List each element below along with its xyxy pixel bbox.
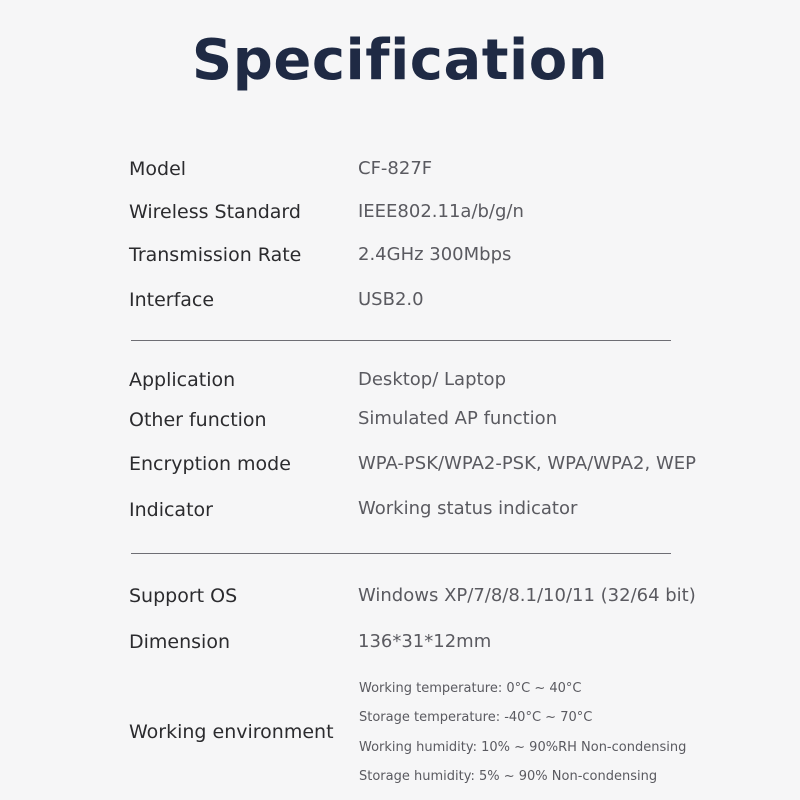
spec-label-application: Application — [129, 369, 236, 391]
spec-value-wireless-standard: IEEE802.11a/b/g/n — [358, 201, 524, 222]
env-line-working-temperature: Working temperature: 0°C ~ 40°C — [359, 681, 582, 696]
spec-label-working-environment: Working environment — [129, 721, 334, 743]
spec-value-model: CF-827F — [358, 158, 433, 179]
spec-value-dimension: 136*31*12mm — [358, 631, 492, 652]
spec-label-transmission-rate: Transmission Rate — [129, 244, 302, 266]
section-divider — [131, 553, 671, 554]
spec-label-support-os: Support OS — [129, 585, 238, 607]
spec-label-other-function: Other function — [129, 409, 267, 431]
spec-value-support-os: Windows XP/7/8/8.1/10/11 (32/64 bit) — [358, 585, 696, 606]
spec-label-indicator: Indicator — [129, 499, 213, 521]
spec-label-interface: Interface — [129, 289, 215, 311]
env-line-storage-temperature: Storage temperature: -40°C ~ 70°C — [359, 710, 593, 725]
env-line-storage-humidity: Storage humidity: 5% ~ 90% Non-condensing — [359, 769, 658, 784]
spec-label-encryption-mode: Encryption mode — [129, 453, 291, 475]
spec-value-other-function: Simulated AP function — [358, 408, 558, 429]
page-title: Specification — [191, 28, 609, 93]
spec-value-indicator: Working status indicator — [358, 498, 578, 519]
spec-value-transmission-rate: 2.4GHz 300Mbps — [358, 244, 512, 265]
spec-label-dimension: Dimension — [129, 631, 230, 653]
env-line-working-humidity: Working humidity: 10% ~ 90%RH Non-condensing — [359, 740, 687, 755]
spec-value-application: Desktop/ Laptop — [358, 369, 506, 390]
section-divider — [131, 340, 671, 341]
spec-label-wireless-standard: Wireless Standard — [129, 201, 301, 223]
spec-value-interface: USB2.0 — [358, 289, 424, 310]
spec-label-model: Model — [129, 158, 187, 180]
spec-value-encryption-mode: WPA-PSK/WPA2-PSK, WPA/WPA2, WEP — [358, 453, 696, 474]
